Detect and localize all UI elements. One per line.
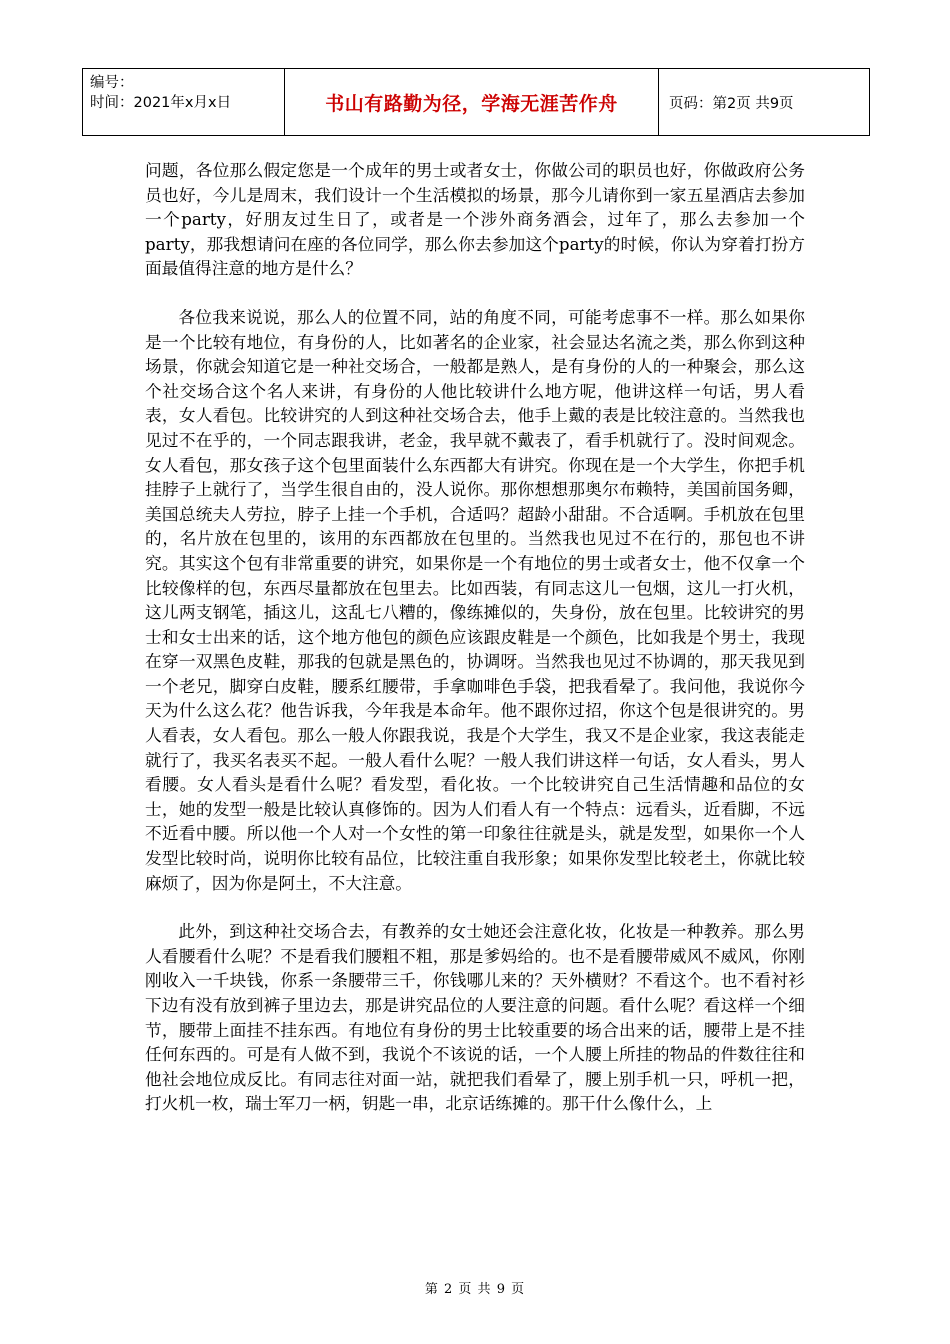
header-page-number: 页码：第2页 共9页 — [669, 95, 794, 112]
paragraph: 此外，到这种社交场合去，有教养的女士她还会注意化妆，化妆是一种教养。那么男人看腰看什么呢？不是看我们腰粗不粗，那是爹妈给的。也不是看腰带威风不威风，你刚刚收入一千块钱，你系一条腰带三千，你钱哪儿来的？天外横财？不看这个。也不看衬衫下边有没有放到裤子里边去，那是讲究品位的人要注意的问题。看什么呢？看这样一个细节，腰带上面挂不挂东西。有地位有身份的男士比较重要的场合出来的话，腰带上是不挂任何东西的。可是有人做不到，我说个不该说的话，一个人腰上所挂的物品的件数往往和他社会地位成反比。有同志往对面一站，就把我们看晕了，腰上别手机一只，呼机一把，打火机一枚，瑞士军刀一柄，钥匙一串，北京话练摊的。那干什么像什么，上 — [145, 921, 805, 1114]
paragraph-continued: 问题，各位那么假定您是一个成年的男士或者女士，你做公司的职员也好，你做政府公务员也好，今儿是周末，我们设计一个生活模拟的场景，那今儿请你到一家五星酒店去参加一个party，好朋友过生日了，或者是一个涉外商务酒会，过年了，那么去参加一个party，那我想请问在座的各位同学，那么你去参加这个party的时候，你认为穿着打扮方面最值得注意的地方是什么？ — [145, 160, 805, 279]
document-header — [82, 68, 870, 136]
header-meta-cell — [83, 69, 285, 135]
document-number-label: 编号： — [90, 75, 134, 91]
paragraph: 各位我来说说，那么人的位置不同，站的角度不同，可能考虑事不一样。那么如果你是一个比较有地位，有身份的人，比如著名的企业家，社会显达名流之类，那么你到这种场景，你就会知道它是一种社交场合，一般都是熟人，是有身份的人的一种聚会，那么这个社交场合这个名人来讲，有身份的人他比较讲什么地方呢，他讲这样一句话，男人看表，女人看包。比较讲究的人到这种社交场合去，他手上戴的表是比较注意的。当然我也见过不在乎的，一个同志跟我讲，老金，我早就不戴表了，看手机就行了。没时间观念。女人看包，那女孩子这个包里面装什么东西都大有讲究。你现在是一个大学生，你把手机挂脖子上就行了，当学生很自由的，没人说你。那你想想那奥尔布赖特，美国前国务卿，美国总统夫人劳拉，脖子上挂一个手机，合适吗？超龄小甜甜。不合适啊。手机放在包里的，名片放在包里的，该用的东西都放在包里的。当然我也见过不在行的，那包也不讲究。其实这个包有非常重要的讲究，如果你是一个有地位的男士或者女士，他不仅拿一个比较像样的包，东西尽量都放在包里去。比如西装，有同志这儿一包烟，这儿一打火机，这儿两支钢笔，插这儿，这乱七八糟的，像练摊似的，失身份，放在包里。比较讲究的男士和女士出来的话，这个地方他包的颜色应该跟皮鞋是一个颜色，比如我是个男士，我现在穿一双黑色皮鞋，那我的包就是黑色的，协调呀。当然我也见过不协调的，那天我见到一个老兄，脚穿白皮鞋，腰系红腰带，手拿咖啡色手袋，把我看晕了。我问他，我说你今天为什么这么花？他告诉我，今年我是本命年。他不跟你过招，你这个包是很讲究的。男人看表，女人看包。那么一般人你跟我说，我是个大学生，我又不是企业家，我这表能走就行了，我买名表买不起。一般人看什么呢？一般人我们讲这样一句话，女人看头，男人看腰。女人看头是看什么呢？看发型，看化妆。一个比较讲究自己生活情趣和品位的女士，她的发型一般是比较认真修饰的。因为人们看人有一个特点：远看头，近看脚，不远不近看中腰。所以他一个人对一个女性的第一印象往往就是头，就是发型，如果你一个人发型比较时尚，说明你比较有品位，比较注重自我形象；如果你发型比较老土，你就比较麻烦了，因为你是阿土，不大注意。 — [145, 306, 805, 893]
page-footer: 第 2 页 共 9 页 — [424, 1282, 526, 1297]
header-motto-cell — [285, 69, 659, 135]
document-body — [145, 158, 805, 1116]
document-date-label: 时间：2021年x月x日 — [90, 95, 232, 111]
header-page-cell — [659, 69, 869, 135]
header-motto: 书山有路勤为径，学海无涯苦作舟 — [325, 92, 618, 115]
